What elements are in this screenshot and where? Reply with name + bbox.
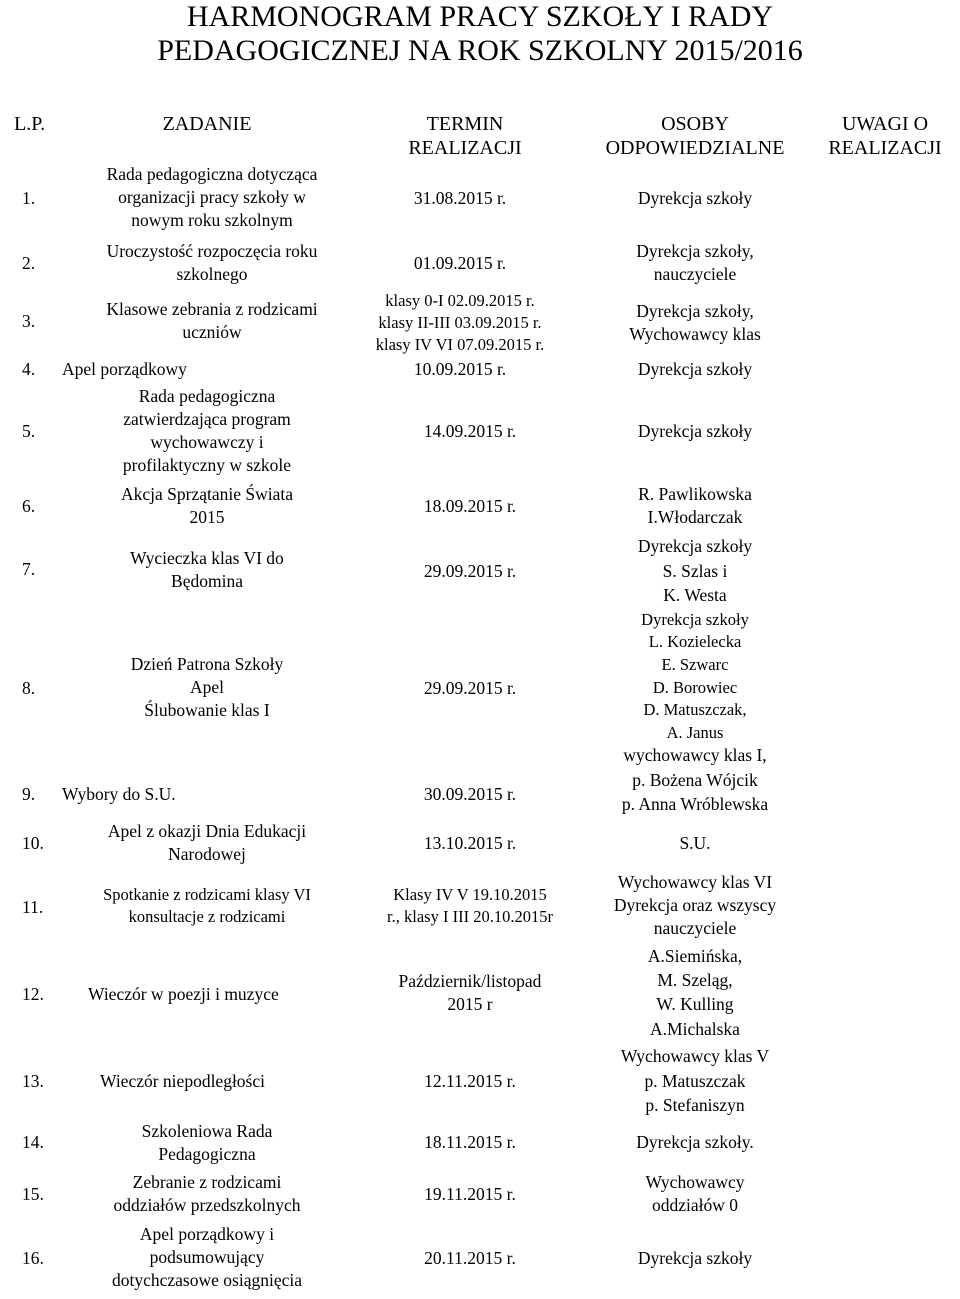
row-number: 6. bbox=[22, 496, 36, 516]
term-text: 20.11.2015 r. bbox=[424, 1248, 516, 1268]
persons-text: nauczyciele bbox=[653, 264, 737, 284]
persons-text: Dyrekcja szkoły, bbox=[636, 301, 754, 321]
persons-text: I.Włodarczak bbox=[647, 507, 743, 527]
persons-text: wychowawcy klas I, bbox=[623, 745, 767, 765]
persons-text: D. Matuszczak, bbox=[643, 700, 747, 719]
task-text: oddziałów przedszkolnych bbox=[113, 1195, 301, 1215]
task-text: Spotkanie z rodzicami klasy VI bbox=[103, 885, 311, 904]
persons-text: p. Anna Wróblewska bbox=[621, 794, 769, 814]
task-text: Ślubowanie klas I bbox=[144, 700, 270, 720]
task-text: konsultacje z rodzicami bbox=[128, 907, 286, 926]
persons-text: Wychowawcy klas V bbox=[620, 1046, 770, 1066]
persons-text: M. Szeląg, bbox=[657, 970, 733, 990]
row-number: 8. bbox=[22, 678, 36, 698]
task-text: nowym roku szkolnym bbox=[131, 210, 293, 230]
row-number: 14. bbox=[22, 1132, 44, 1152]
term-text: 31.08.2015 r. bbox=[413, 188, 507, 208]
term-text: klasy II-III 03.09.2015 r. bbox=[378, 313, 542, 332]
persons-text: p. Stefaniszyn bbox=[645, 1095, 745, 1115]
term-text: Październik/listopad bbox=[398, 971, 542, 991]
header-termin-line-1: TERMIN bbox=[426, 113, 504, 135]
row-number: 12. bbox=[22, 984, 44, 1004]
task-text: dotychczasowe osiągnięcia bbox=[112, 1270, 302, 1290]
task-text: Wieczór niepodległości bbox=[100, 1071, 265, 1091]
task-text: szkolnego bbox=[176, 264, 248, 284]
task-text: Apel porządkowy bbox=[62, 359, 187, 379]
task-text: Klasowe zebrania z rodzicami bbox=[106, 299, 318, 319]
persons-text: W. Kulling bbox=[656, 994, 734, 1014]
row-number: 3. bbox=[22, 311, 36, 331]
row-number: 10. bbox=[22, 833, 44, 853]
persons-text: A.Siemińska, bbox=[647, 946, 743, 966]
task-text: wychowawczy i bbox=[150, 432, 264, 452]
term-text: 19.11.2015 r. bbox=[424, 1184, 516, 1204]
task-text: Apel bbox=[189, 677, 225, 697]
task-text: 2015 bbox=[189, 507, 225, 527]
task-text: Rada pedagogiczna dotycząca bbox=[106, 164, 318, 184]
persons-text: Dyrekcja oraz wszyscy bbox=[613, 895, 777, 915]
persons-text: Dyrekcja szkoły bbox=[637, 536, 753, 556]
task-text: Apel porządkowy i bbox=[139, 1224, 275, 1244]
task-text: Zebranie z rodzicami bbox=[132, 1172, 282, 1192]
term-text: 29.09.2015 r. bbox=[423, 678, 517, 698]
persons-text: A. Janus bbox=[666, 723, 724, 742]
header-termin-line-2: REALIZACJI bbox=[408, 137, 522, 159]
row-number: 11. bbox=[22, 897, 44, 917]
task-text: Uroczystość rozpoczęcia roku bbox=[106, 241, 318, 261]
persons-text: Dyrekcja szkoły bbox=[637, 1248, 753, 1268]
header-uwagi-line-2: REALIZACJI bbox=[828, 137, 942, 159]
persons-text: nauczyciele bbox=[653, 918, 737, 938]
persons-text: L. Kozielecka bbox=[648, 632, 742, 651]
persons-text: Dyrekcja szkoły bbox=[637, 188, 753, 208]
persons-text: oddziałów 0 bbox=[651, 1195, 739, 1215]
task-text: zatwierdzająca program bbox=[123, 409, 291, 429]
term-text: 18.09.2015 r. bbox=[423, 496, 517, 516]
persons-text: Dyrekcja szkoły, bbox=[636, 241, 754, 261]
row-number: 16. bbox=[22, 1248, 44, 1268]
header-lp: L.P. bbox=[14, 113, 46, 135]
term-text: 2015 r bbox=[447, 994, 493, 1014]
task-text: Będomina bbox=[171, 571, 243, 591]
persons-text: Dyrekcja szkoły bbox=[641, 610, 749, 629]
row-number: 7. bbox=[22, 559, 36, 579]
task-text: Rada pedagogiczna bbox=[138, 386, 276, 406]
task-text: Szkoleniowa Rada bbox=[141, 1121, 273, 1141]
term-text: 12.11.2015 r. bbox=[424, 1071, 516, 1091]
persons-text: S. Szlas i bbox=[662, 561, 728, 581]
header-uwagi-line-1: UWAGI O bbox=[841, 113, 929, 135]
term-text: 30.09.2015 r. bbox=[423, 784, 517, 804]
term-text: 14.09.2015 r. bbox=[423, 421, 517, 441]
persons-text: K. Westa bbox=[663, 585, 727, 605]
persons-text: Dyrekcja szkoły bbox=[637, 421, 753, 441]
task-text: Wycieczka klas VI do bbox=[130, 548, 284, 568]
persons-text: Wychowawcy klas VI bbox=[617, 872, 773, 892]
term-text: 18.11.2015 r. bbox=[424, 1132, 516, 1152]
row-number: 9. bbox=[22, 784, 36, 804]
row-number: 4. bbox=[22, 359, 36, 379]
page-title-line-1: HARMONOGRAM PRACY SZKOŁY I RADY bbox=[186, 0, 774, 33]
persons-text: Dyrekcja szkoły bbox=[637, 359, 753, 379]
header-osoby-line-1: OSOBY bbox=[661, 113, 729, 135]
row-number: 13. bbox=[22, 1071, 44, 1091]
persons-text: Wychowawcy klas bbox=[629, 324, 761, 344]
task-text: Dzień Patrona Szkoły bbox=[130, 654, 284, 674]
term-text: r., klasy I III 20.10.2015r bbox=[387, 907, 553, 926]
task-text: podsumowujący bbox=[149, 1247, 265, 1267]
header-zadanie: ZADANIE bbox=[162, 113, 252, 135]
task-text: profilaktyczny w szkole bbox=[122, 455, 292, 475]
persons-text: S.U. bbox=[679, 833, 711, 853]
task-text: Wieczór w poezji i muzyce bbox=[88, 984, 279, 1004]
task-text: Pedagogiczna bbox=[158, 1144, 256, 1164]
header-osoby-line-2: ODPOWIEDZIALNE bbox=[605, 137, 785, 159]
term-text: 10.09.2015 r. bbox=[413, 359, 507, 379]
task-text: Narodowej bbox=[168, 844, 246, 864]
task-text: uczniów bbox=[182, 322, 242, 342]
persons-text: A.Michalska bbox=[650, 1019, 740, 1039]
task-text: Wybory do S.U. bbox=[62, 784, 176, 804]
term-text: Klasy IV V 19.10.2015 bbox=[393, 885, 547, 904]
term-text: klasy 0-I 02.09.2015 r. bbox=[385, 291, 535, 310]
persons-text: Dyrekcja szkoły. bbox=[636, 1132, 754, 1152]
persons-text: E. Szwarc bbox=[661, 655, 729, 674]
persons-text: Wychowawcy bbox=[645, 1172, 745, 1192]
row-number: 1. bbox=[22, 188, 36, 208]
row-number: 5. bbox=[22, 421, 36, 441]
persons-text: D. Borowiec bbox=[652, 678, 738, 697]
task-text: Akcja Sprzątanie Świata bbox=[120, 484, 294, 504]
persons-text: p. Bożena Wójcik bbox=[632, 770, 758, 790]
task-text: Apel z okazji Dnia Edukacji bbox=[107, 821, 307, 841]
term-text: klasy IV VI 07.09.2015 r. bbox=[375, 335, 545, 354]
term-text: 01.09.2015 r. bbox=[413, 253, 507, 273]
persons-text: p. Matuszczak bbox=[644, 1071, 746, 1091]
row-number: 2. bbox=[22, 253, 36, 273]
row-number: 15. bbox=[22, 1184, 44, 1204]
term-text: 13.10.2015 r. bbox=[423, 833, 517, 853]
page-title-line-2: PEDAGOGICZNEJ NA ROK SZKOLNY 2015/2016 bbox=[157, 34, 803, 67]
task-text: organizacji pracy szkoły w bbox=[118, 187, 306, 207]
term-text: 29.09.2015 r. bbox=[423, 561, 517, 581]
persons-text: R. Pawlikowska bbox=[638, 484, 752, 504]
